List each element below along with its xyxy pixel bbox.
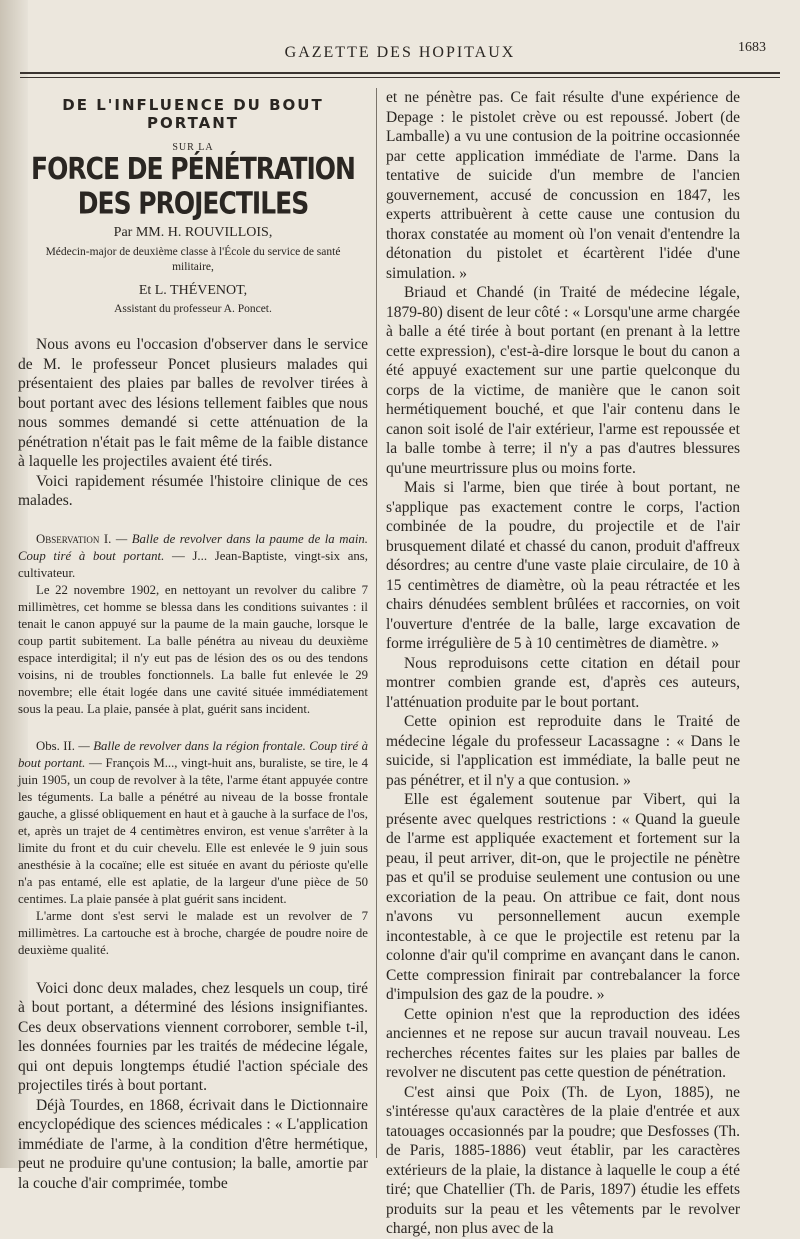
left-column — [18, 88, 369, 1192]
observation-2-heading — [18, 738, 368, 908]
page-number: 1683 — [738, 40, 766, 55]
right-paragraph-2: Briaud et Chandé (in Traité de médecine légale, 1879-80) disent de leur côté : « Lorsqu'une arme chargée à balle a été tirée à bout portant (en prenant à la lettre cette expression), c'est-à-dire lorsque le bout du canon a été appuyé exactement sur une partie quelconque du corps de la victime, de manière que le canon soit hermétiquement bouché, et que l'air contenu dans le canon soit isolé de l'air extérieur, l'arme est repoussée et la balle tombe à terre; il n'y a pas d'autres blessures qu'une meurtrissure plus ou moins forte. — [386, 284, 740, 477]
intro-paragraph-1: Nous avons eu l'occasion d'observer dans le service de M. le professeur Poncet plusieurs malades qui présentaient des plaies par balles de revolver tirées à bout portant avec des lésions tellement faibles que nous nous sommes demandé si cette atténuation de la pénétration n'était pas le fait même de la faible distance à laquelle les projectiles avaient été tirés. — [18, 336, 368, 470]
header-rule-thick — [20, 72, 780, 74]
article-title-line2: SUR LA — [172, 142, 214, 153]
observation-2-text: — François M..., vingt-huit ans, buraliste, se tire, le 4 juin 1905, un coup de revolver à la tête, l'arme étant appuyée contre les téguments. La balle a pénétré au niveau de la bosse frontale gauche, a glissé obliquement en haut et à gauche à la surface de l'os, et, après un trajet de 4 centimètres environ, est venue s'arrêter à la limite du front et du cuir chevelu. Elle est enlevée le 9 juin sous anesthésie à la cocaïne; elle est située en avant du périoste qu'elle n'a pas entamé, elle est aplatie, de la largeur d'une pièce de 50 centimes. La plaie pansée à plat guérit sans incident. — [18, 755, 368, 906]
article-title-line1: DE L'INFLUENCE DU BOUT PORTANT — [62, 96, 324, 132]
conclusion-paragraph-1: Voici donc deux malades, chez lesquels un coup, tiré à bout portant, a déterminé des lésions insignifiantes. Ces deux observations viennent corroborer, semble t-il, les données fournies par les traités de médecine légale, qui ont depuis longtemps étudié l'action spéciale des projectiles tirés à bout portant. — [18, 979, 368, 1094]
column-divider — [376, 88, 377, 1158]
right-paragraph-4: Nous reproduisons cette citation en détail pour montrer combien grande est, d'après ces auteurs, l'atténuation produite par le bout portant. — [386, 654, 740, 711]
right-paragraph-6: Elle est également soutenue par Vibert, qui la présente avec quelques restrictions : « Quand la gueule de l'arme est appliquée exactement et fortement sur la peau, il peut arriver, dit-on, que le projectile ne pénètre pas et qu'il se produise seulement une contusion ou une excoriation de la peau. On attribue ce fait, dont nous n'avons vu personnellement aucun exemple incontestable, à ce que le projectile est retenu par la colonne d'air qu'il comprime en avançant dans le canon. Cette compression finirait par contrebalancer la force d'impulsion des gaz de la poudre. » — [386, 791, 740, 1003]
intro-paragraph-2: Voici rapidement résumée l'histoire clinique de ces malades. — [18, 472, 368, 509]
conclusion-paragraph-2: Déjà Tourdes, en 1868, écrivait dans le Dictionnaire encyclopédique des sciences médicales : « L'application immédiate de l'arme, à la condition d'être hermétique, peut ne produire qu'une contusion; la balle, amortie par la couche d'air comprimée, tombe — [18, 1096, 368, 1192]
observation-2-paragraph: L'arme dont s'est servi le malade est un revolver de 7 millimètres. La cartouche est à broche, chargée de poudre noire de deuxième qualité. — [18, 908, 368, 957]
observation-1-heading — [18, 531, 368, 582]
observation-1-paragraph: Le 22 novembre 1902, en nettoyant un revolver du calibre 7 millimètres, cet homme se blessa dans les conditions suivantes : il tenait le canon appuyé sur la paume de la main gauche, lorsque le coup partit subitement. La balle pénétra au niveau du deuxième espace interdigital; il n'y eut pas de lésion des os ou des tendons voisins, ni de troubles fonctionnels. La balle fut enlevée le 29 novembre; elle était logée dans une cavité située immédiatement sous la peau. La plaie, pansée à plat, guérit sans incident. — [18, 582, 368, 716]
observation-1-label: Observation I. — [36, 531, 112, 546]
author-2: Et L. THÉVENOT, — [138, 283, 248, 298]
page-header — [20, 40, 780, 64]
observation-2-label: Obs. II. — [36, 738, 75, 753]
right-paragraph-1: et ne pénètre pas. Ce fait résulte d'une expérience de Depage : le pistolet crève ou est repoussé. Jobert (de Lamballe) a vu une contusion de la poitrine occasionnée par cette application immédiate de l'arme. Dans la tentative de suicide d'un membre de l'ancien gouvernement, accusé de concussion en 1847, les experts attribuèrent à cette cause une contusion du thorax constatée au moment où l'on venait d'entendre la détonation du pistolet et écartèrent l'idée d'une simulation. » — [386, 89, 740, 282]
observation-1-text: — J... Jean-Baptiste, vingt-six ans, cultivateur. — [18, 548, 368, 580]
right-paragraph-3: Mais si l'arme, bien que tirée à bout portant, ne s'applique pas exactement contre le corps, l'action combinée de la poudre, du projectile et de l'air brusquement dilaté et chassé du canon, produit d'affreux désordres; au centre d'une vaste plaie circulaire, de 10 à 15 centimètres de diamètre, où la peau rétractée et les chairs dénudées semblent brûlées et raccornies, on voit l'ouverture d'entrée de la balle, large excavation de forme irrégulière de 5 à 10 centimètres de diamètre. » — [386, 479, 740, 652]
article-title-main: FORCE DE PÉNÉTRATION DES PROJECTILES — [31, 151, 355, 221]
right-column — [386, 88, 740, 1237]
right-paragraph-8: C'est ainsi que Poix (Th. de Lyon, 1885), ne s'intéresse qu'aux caractères de la plaie d'entrée et aux tatouages occasionnés par la poudre; que Desfosses (Th. de Paris, 1885-1886) veut établir, par les caractères extérieurs de la plaie, la distance à laquelle le coup a été tiré; que Chatellier (Th. de Paris, 1897) étudie les effets produits sur la peau et les vêtements par le revolver chargé, non plus avec de la — [386, 1083, 740, 1237]
observation-1-title: — Balle de revolver dans la paume de la main. Coup tiré à bout portant. — [18, 531, 368, 563]
author-2-affiliation: Assistant du professeur A. Poncet. — [114, 303, 272, 315]
right-paragraph-7: Cette opinion n'est que la reproduction des idées anciennes et ne repose sur aucun travail nouveau. Les recherches récentes faites sur les plaies par balles de revolver ne discutent pas cette question de pénétration. — [386, 1005, 740, 1081]
author-1-affiliation: Médecin-major de deuxième classe à l'École du service de santé militaire, — [45, 246, 341, 273]
running-head: GAZETTE DES HOPITAUX — [284, 44, 516, 61]
right-paragraph-5: Cette opinion est reproduite dans le Traité de médecine légale du professeur Lacassagne : « Dans le suicide, si l'application est immédiate, la balle peut ne pas pénétrer, et il n'y a que contusion. » — [386, 713, 740, 789]
author-1: Par MM. H. ROUVILLOIS, — [113, 225, 273, 240]
observation-2-title: — Balle de revolver dans la région frontale. Coup tiré à bout portant. — [18, 738, 369, 770]
header-rule-thin — [20, 77, 780, 78]
